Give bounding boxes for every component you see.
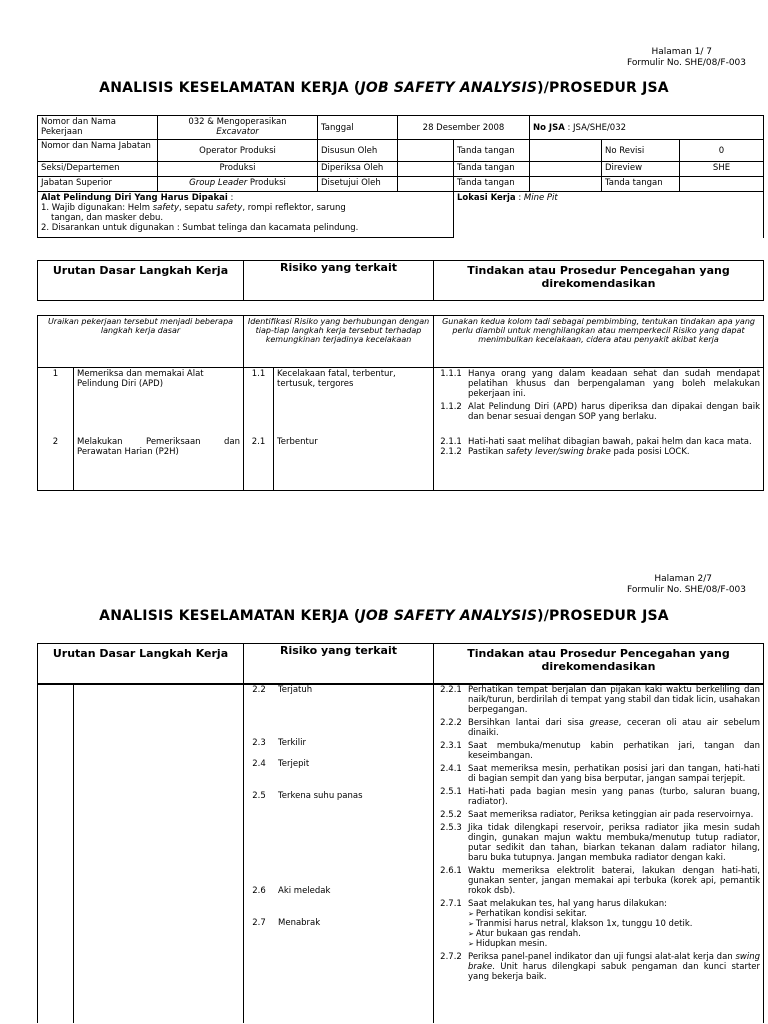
reviewed-label: Direview [602, 162, 680, 177]
position-value: Operator Produksi [158, 140, 318, 162]
actions-cell [434, 436, 764, 491]
risk-text: Kecelakaan fatal, terbentur, tertusuk, tergores [274, 368, 434, 436]
document-title: ANALISIS KESELAMATAN KERJA (JOB SAFETY ANALYSIS)/PROSEDUR JSA [99, 608, 669, 624]
signature-value [530, 177, 602, 192]
position-label: Nomor dan Nama Jabatan [38, 140, 158, 162]
risk-cell [244, 685, 434, 1024]
jsa-number: No JSA : JSA/SHE/032 [530, 116, 764, 140]
col-risk-header: Risiko yang terkait [244, 261, 434, 301]
reviewed-value: SHE [680, 162, 764, 177]
guide-risk: Identifikasi Risiko yang berhubungan dengan tiap-tiap langkah kerja tersebut terhadap kemungkinan terjadinya kecelakaan [244, 316, 434, 368]
document-title: ANALISIS KESELAMATAN KERJA (JOB SAFETY ANALYSIS)/PROSEDUR JSA [99, 80, 669, 96]
risk-item: 2.2 Terjatuh [252, 685, 313, 695]
work-location: Lokasi Kerja : Mine Pit [454, 192, 764, 238]
risk-item: 2.3 Terkilir [252, 738, 306, 748]
section-label: Seksi/Departemen [38, 162, 158, 177]
approved-by-value [398, 177, 454, 192]
action-item: 2.6.1 Waktu memeriksa elektrolit baterai, lakukan dengan hati-hati, gunakan senter, jangan memakai api terbuka (korek api, pemantik rokok dsb). [440, 866, 760, 896]
checked-by-value [398, 162, 454, 177]
page-number: Halaman 2/7 [654, 574, 712, 584]
risk-text: Terbentur [274, 436, 434, 491]
actions-cell [434, 685, 764, 1024]
bullet-list [468, 909, 760, 949]
signature-label-right: Tanda tangan [602, 177, 680, 192]
form-number: Formulir No. SHE/08/F-003 [626, 585, 746, 595]
action-item: 2.5.3 Jika tidak dilengkapi reservoir, periksa radiator jika mesin sudah dingin, gunakan majun waktu membuka/menutup tutup radiator, putar sedikit dan tahan, biarkan tekanan dalam radiator hilang, baru buka tutupnya. Jangan membuka radiator dengan kaki. [440, 823, 760, 863]
risk-item: 2.5 Terkena suhu panas [252, 791, 363, 801]
action-item: 1.1.1 Hanya orang yang dalam keadaan sehat dan sudah mendapat pelatihan khusus dan berpengalaman yang boleh melakukan pekerjaan ini. [440, 369, 761, 399]
superior-label: Jabatan Superior [38, 177, 158, 192]
col-risk-header: Risiko yang terkait [244, 644, 434, 684]
action-item: 2.5.1 Hati-hati pada bagian mesin yang panas (turbo, saluran buang, radiator). [440, 787, 760, 807]
step-text-empty [74, 685, 244, 1024]
checked-by-label: Diperiksa Oleh [318, 162, 398, 177]
signature-value [530, 162, 602, 177]
action-item: 2.2.2 Bersihkan lantai dari sisa grease, ceceran oli atau air sebelum dinaiki. [440, 718, 760, 738]
step-text: Melakukan Pemeriksaan dan Perawatan Harian (P2H) [74, 436, 244, 491]
action-item: 2.1.2 Pastikan safety lever/swing brake pada posisi LOCK. [440, 446, 690, 457]
step-text: Memeriksa dan memakai Alat Pelindung Diri (APD) [74, 368, 244, 436]
col-action-header: Tindakan atau Prosedur Pencegahan yang direkomendasikan [434, 644, 764, 684]
action-item: 2.2.1 Perhatikan tempat berjalan dan pijakan kaki waktu berkeliling dan naik/turun, berdirilah di tempat yang stabil dan tidak licin, usahakan berpegangan. [440, 685, 760, 715]
action-item: 2.3.1 Saat membuka/menutup kabin perhatikan jari, tangan dan keseimbangan. [440, 741, 760, 761]
action-item: 2.7.2 Periksa panel-panel indikator dan uji fungsi alat-alat kerja dan swing brake. Unit harus dilengkapi sabuk pengaman dan kunci starter yang bekerja baik. [440, 952, 760, 982]
col-action-header: Tindakan atau Prosedur Pencegahan yang direkomendasikan [434, 261, 764, 301]
prepared-by-value [398, 140, 454, 162]
signature-value [530, 140, 602, 162]
risk-item: 2.7 Menabrak [252, 918, 321, 928]
page-number: Halaman 1/ 7 [651, 47, 712, 57]
bullet-item: ➢ Tranmisi harus netral, klakson 1x, tunggu 10 detik. [468, 919, 760, 929]
jsa-table-page1 [37, 315, 764, 491]
date-value: 28 Desember 2008 [398, 116, 530, 140]
risk-number: 1.1 [244, 368, 274, 436]
action-item: 2.4.1 Saat memeriksa mesin, perhatikan posisi jari dan tangan, hati-hati di bagian sempit dan yang bisa berputar, jangan sampai terjepit. [440, 764, 760, 784]
job-name-value: 032 & Mengoperasikan Excavator [158, 116, 318, 140]
risk-item: 2.6 Aki meledak [252, 886, 331, 896]
action-item: 2.1.1 Hati-hati saat melihat dibagian bawah, pakai helm dan kaca mata. [440, 436, 752, 447]
column-header-table [37, 260, 764, 301]
action-item: 2.5.2 Saat memeriksa radiator, Periksa ketinggian air pada reservoirnya. [440, 810, 754, 820]
column-header-table [37, 643, 764, 684]
jsa-table-page2 [37, 684, 764, 1023]
risk-number: 2.1 [244, 436, 274, 491]
risk-item: 2.4 Terjepit [252, 759, 310, 769]
step-number: 2 [38, 436, 74, 491]
page-header [627, 574, 746, 596]
revision-value: 0 [680, 140, 764, 162]
info-table [37, 115, 764, 238]
action-item: 1.1.2 Alat Pelindung Diri (APD) harus diperiksa dan dipakai dengan baik dan benar sesuai dengan SOP yang berlaku. [440, 402, 761, 422]
bullet-item: ➢ Atur bukaan gas rendah. [468, 929, 760, 939]
signature-label: Tanda tangan [454, 140, 530, 162]
revision-label: No Revisi [602, 140, 680, 162]
guide-action: Gunakan kedua kolom tadi sebagai pembimbing, tentukan tindakan apa yang perlu diambil untuk menghilangkan atau memperkecil Risiko yang dapat menimbulkan kecelakaan, cidera atau penyakit akibat kerja [434, 316, 764, 368]
job-name-label: Nomor dan Nama Pekerjaan [38, 116, 158, 140]
bullet-item: ➢ Hidupkan mesin. [468, 939, 760, 949]
signature-label: Tanda tangan [454, 162, 530, 177]
superior-value: Group Leader Produksi [158, 177, 318, 192]
action-item: 2.7.1 Saat melakukan tes, hal yang harus dilakukan: ➢ Perhatikan kondisi sekitar. ➢ Tranmisi harus netral, klakson 1x, tunggu 10 detik. ➢ Atur bukaan gas rendah. ➢ Hidupkan mesin. [434, 899, 760, 949]
section-value: Produksi [158, 162, 318, 177]
step-number: 1 [38, 368, 74, 436]
col-steps-header: Urutan Dasar Langkah Kerja [38, 261, 244, 301]
signature-value-right [680, 177, 764, 192]
apd-section: Alat Pelindung Diri Yang Harus Dipakai : 1. Wajib digunakan: Helm safety, sepatu safety, rompi reflektor, sarung tangan, dan masker debu. 2. Disarankan untuk digunakan : Sumbat telinga dan kacamata pelindung. [38, 192, 454, 238]
guide-steps: Uraikan pekerjaan tersebut menjadi beberapa langkah kerja dasar [38, 316, 244, 368]
prepared-by-label: Disusun Oleh [318, 140, 398, 162]
approved-by-label: Disetujui Oleh [318, 177, 398, 192]
form-number: Formulir No. SHE/08/F-003 [626, 58, 746, 68]
signature-label: Tanda tangan [454, 177, 530, 192]
date-label: Tanggal [318, 116, 398, 140]
step-number-empty [38, 685, 74, 1024]
page-header [627, 47, 746, 69]
actions-cell [434, 368, 764, 436]
col-steps-header: Urutan Dasar Langkah Kerja [38, 644, 244, 684]
bullet-item: ➢ Perhatikan kondisi sekitar. [468, 909, 760, 919]
